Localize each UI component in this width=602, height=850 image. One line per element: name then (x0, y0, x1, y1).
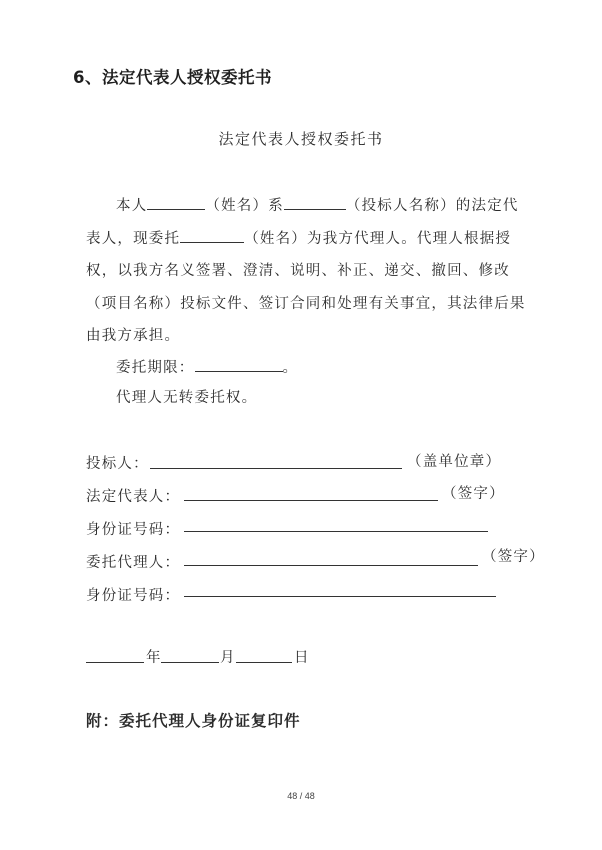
term-line (116, 357, 298, 378)
body-line-3: 权，以我方名义签署、澄清、说明、补正、递交、撤回、修改 (86, 263, 510, 279)
body-line-2 (86, 228, 511, 249)
signature-note-agent: （签字） (482, 549, 545, 565)
body-line-1 (116, 195, 519, 216)
signature-line-id-2[interactable] (184, 596, 496, 597)
signature-note-bidder: （盖单位章） (407, 454, 502, 470)
signature-note-legal-rep: （签字） (442, 486, 505, 502)
signature-label-id-1: 身份证号码： (86, 522, 181, 538)
date-day-label: 日 (294, 650, 310, 666)
signature-label-agent: 委托代理人： (86, 555, 181, 571)
text-agent-suffix: （姓名）为我方代理人。代理人根据授 (244, 231, 512, 247)
signature-line-id-1[interactable] (184, 531, 488, 532)
term-end: 。 (282, 360, 299, 376)
text-bidder-suffix: （投标人名称）的法定代 (345, 198, 519, 214)
date-month-label: 月 (220, 650, 236, 666)
agent-name-blank[interactable] (180, 228, 244, 243)
text-delegate: 表人，现委托 (86, 231, 181, 247)
term-label: 委托期限： (116, 360, 195, 376)
signature-label-id-2: 身份证号码： (86, 588, 181, 604)
attachment-note: 附：委托代理人身份证复印件 (86, 712, 301, 730)
text-self: 本人 (116, 198, 148, 214)
name-blank[interactable] (147, 195, 205, 210)
date-year-blank[interactable] (86, 662, 144, 663)
term-blank[interactable] (195, 357, 283, 372)
bidder-name-blank[interactable] (284, 195, 346, 210)
no-transfer-line: 代理人无转委托权。 (116, 390, 258, 406)
date-day-blank[interactable] (236, 662, 292, 663)
date-year-label: 年 (146, 650, 162, 666)
signature-line-agent[interactable] (184, 565, 478, 566)
body-line-4: （项目名称）投标文件、签订合同和处理有关事宜，其法律后果 (86, 296, 526, 312)
signature-label-bidder: 投标人： (86, 456, 149, 472)
signature-line-legal-rep[interactable] (184, 500, 438, 501)
page-number: 48 / 48 (287, 791, 315, 801)
text-name-suffix: （姓名）系 (205, 198, 284, 214)
signature-label-legal-rep: 法定代表人： (86, 489, 181, 505)
document-title: 法定代表人授权委托书 (218, 130, 384, 148)
section-heading: 6、法定代表人授权委托书 (73, 68, 272, 87)
signature-line-bidder[interactable] (150, 468, 402, 469)
date-month-blank[interactable] (161, 662, 219, 663)
body-line-5: 由我方承担。 (86, 328, 181, 344)
